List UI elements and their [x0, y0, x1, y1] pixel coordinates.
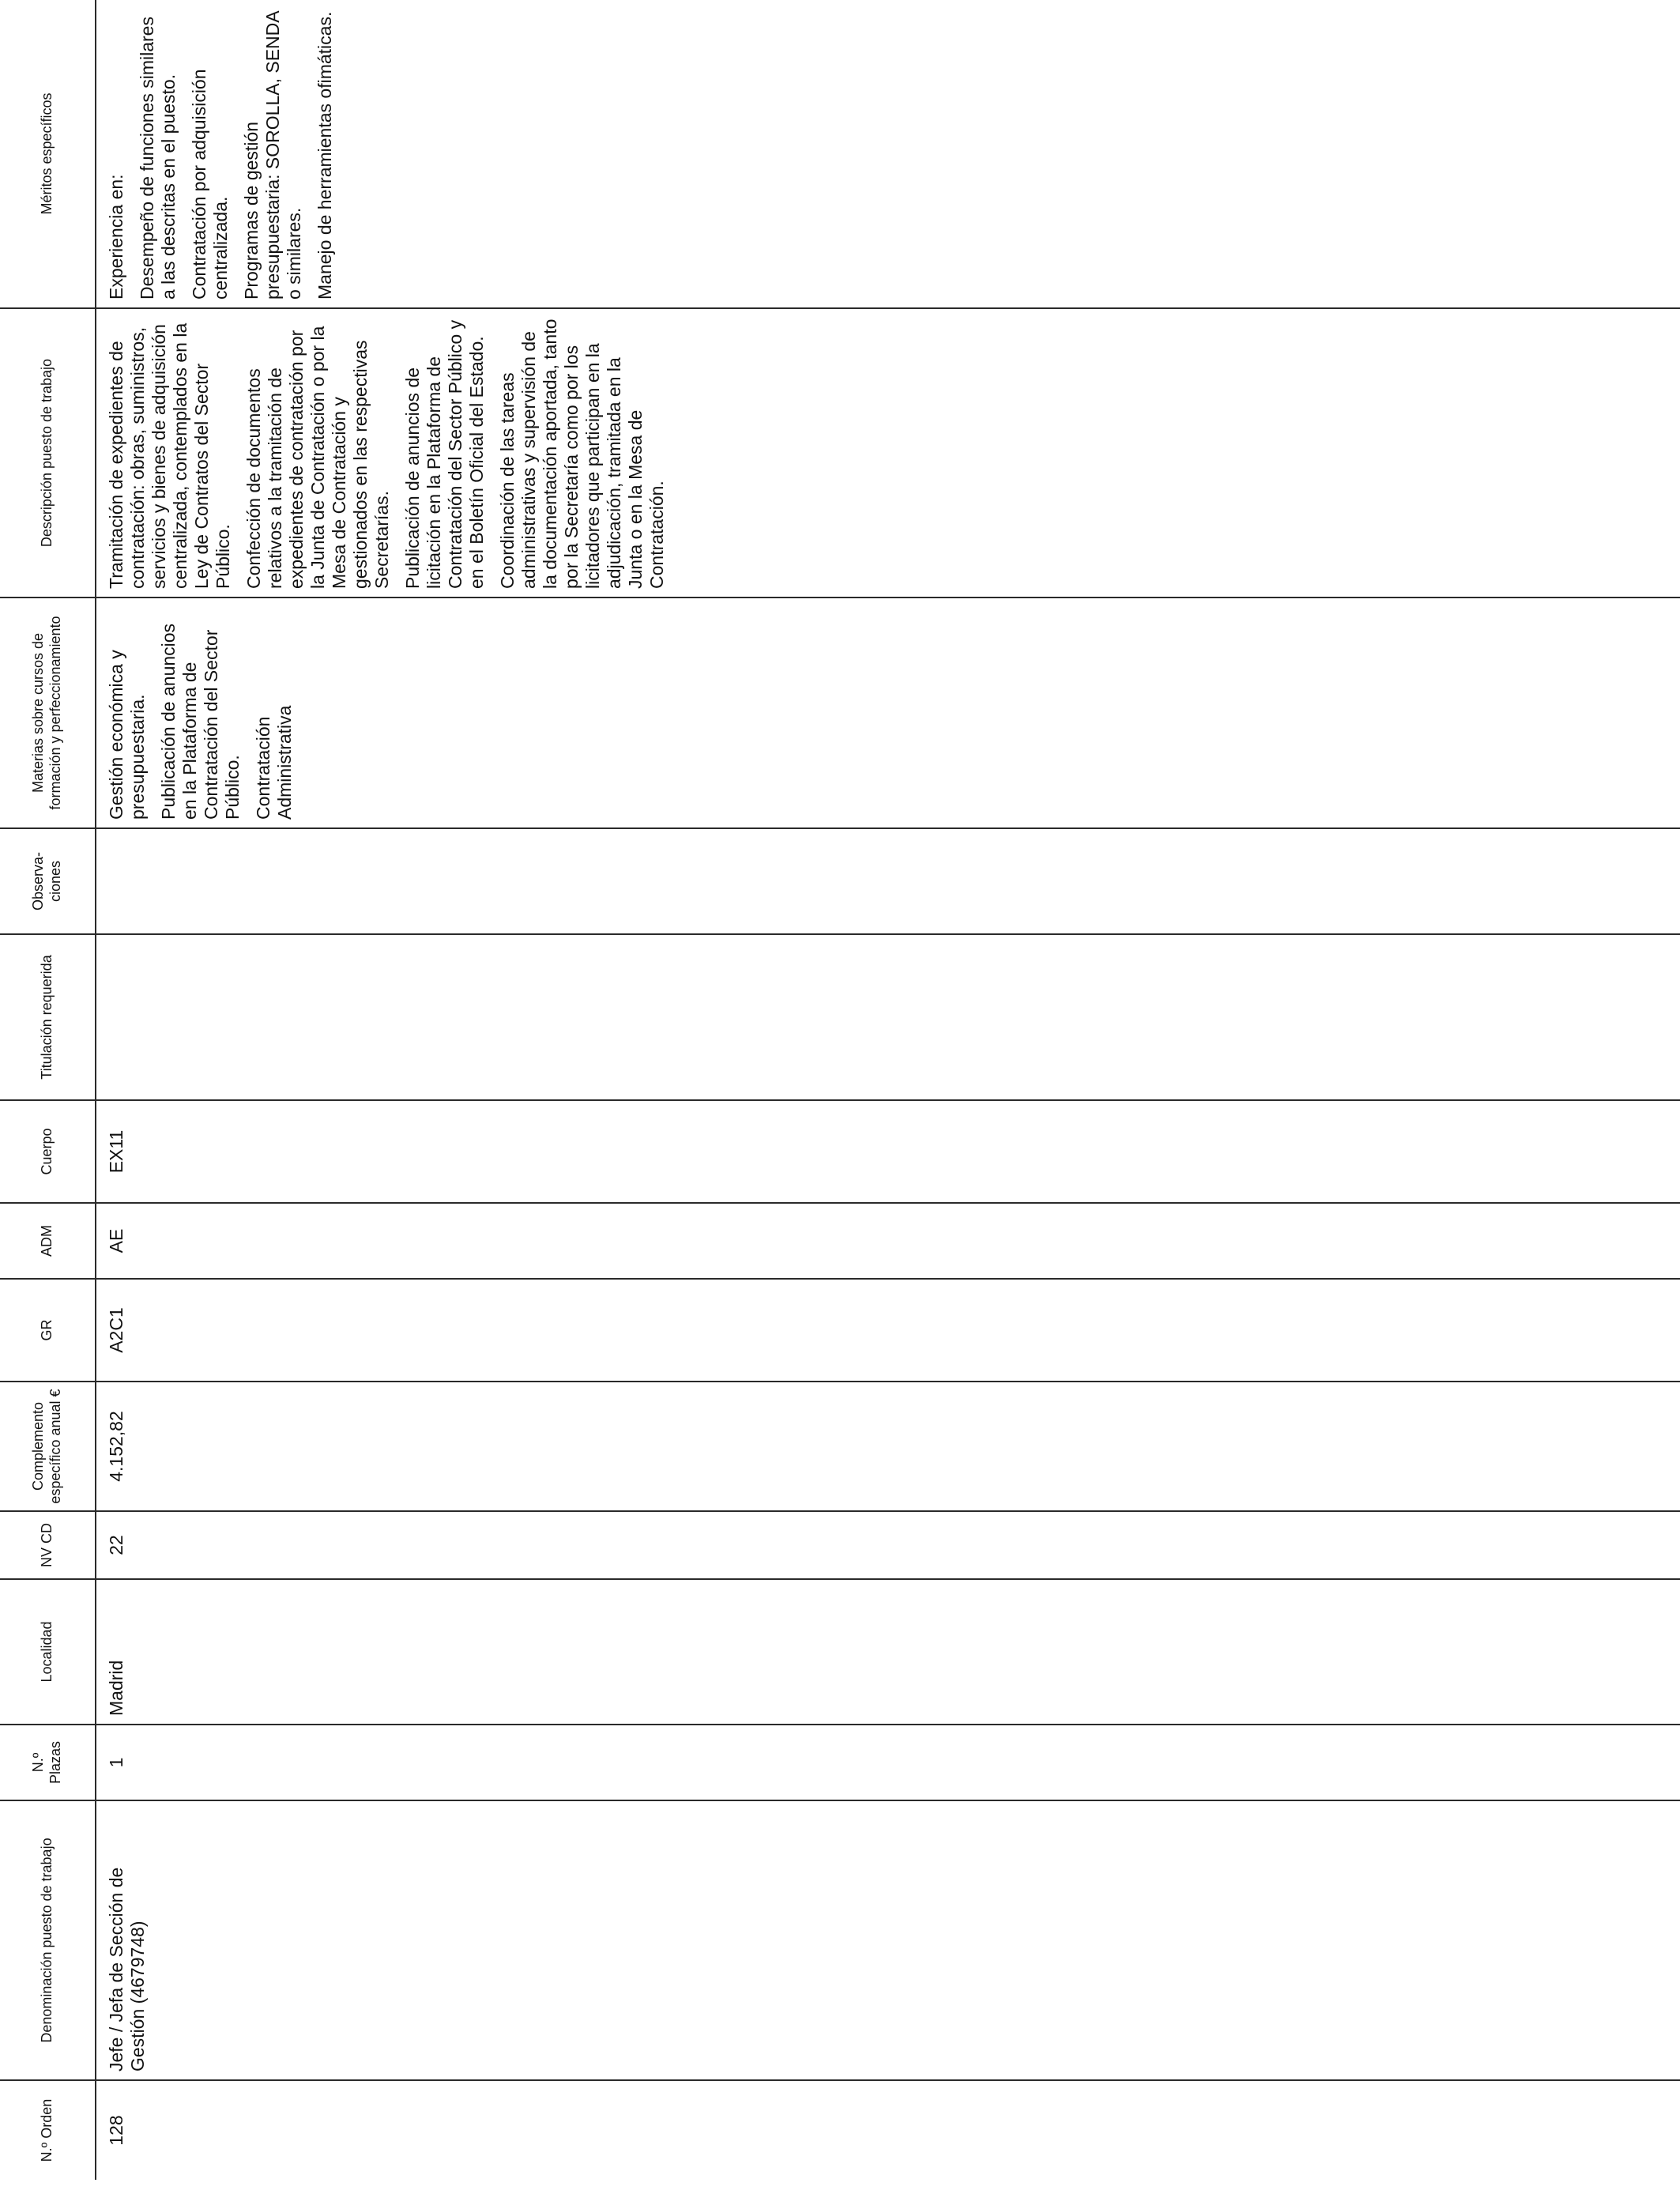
descripcion-item: Publicación de anuncios de licitación en la Plataforma de Contratación del Sector Público y en el Boletín Oficial del Estado.: [402, 319, 487, 589]
header-adm: ADM: [0, 1203, 96, 1279]
cell-denominacion: Jefe / Jefa de Sección de Gestión (4679748): [96, 1800, 1680, 2080]
materias-item: Gestión económica y presupuestaria.: [106, 650, 148, 820]
header-denominacion: Denominación puesto de trabajo: [0, 1800, 96, 2080]
header-descripcion: Descripción puesto de trabajo: [0, 308, 96, 598]
header-cuerpo: Cuerpo: [0, 1100, 96, 1203]
meritos-item: Experiencia en:: [106, 174, 126, 300]
table-row: [96, 0, 1680, 2180]
cell-grupo: A2C1: [96, 1279, 1680, 1382]
meritos-item: Programas de gestión presupuestaria: SOROLLA, SENDA o similares.: [241, 11, 304, 300]
cell-materias: [96, 598, 1680, 828]
header-titulacion: Titulación requerida: [0, 934, 96, 1100]
cell-complemento: 4.152,82: [96, 1382, 1680, 1511]
descripcion-item: Tramitación de expedientes de contratación: obras, suministros, servicios y bienes de adquisición centralizada, contemplados en la Ley de Contratos del Sector Público.: [106, 322, 233, 589]
cell-descripcion: [96, 308, 1680, 598]
cell-titulacion: [96, 934, 1680, 1100]
header-row: [0, 0, 96, 2180]
header-plazas: N.º Plazas: [0, 1725, 96, 1800]
cell-plazas: 1: [96, 1725, 1680, 1800]
cell-observaciones: [96, 828, 1680, 934]
materias-item: Contratación Administrativa: [253, 705, 295, 820]
cell-meritos: [96, 0, 1680, 308]
meritos-item: Contratación por adquisición centralizada.: [189, 69, 231, 300]
meritos-item: Manejo de herramientas ofimáticas.: [315, 11, 335, 300]
cell-localidad: Madrid: [96, 1579, 1680, 1725]
cell-adm: AE: [96, 1203, 1680, 1279]
descripcion-item: Confección de documentos relativos a la tramitación de expedientes de contratación por la Junta de Contratación o por la Mesa de Contratación y gestionados en las respectivas Secretarías.: [243, 326, 392, 589]
descripcion-item: Coordinación de las tareas administrativas y supervisión de la documentación aportada, tanto por la Secretaría como por los licitadores que participan en la adjudicación, tramitada en la Junta o en la Mesa de Contratación.: [497, 319, 667, 589]
header-orden: N.º Orden: [0, 2080, 96, 2180]
header-meritos: Méritos específicos: [0, 0, 96, 308]
header-observaciones: Observa- ciones: [0, 828, 96, 934]
header-complemento: Complemento específico anual €: [0, 1382, 96, 1511]
header-materias: Materias sobre cursos de formación y perfeccionamiento: [0, 598, 96, 828]
meritos-item: Desempeño de funciones similares a las descritas en el puesto.: [137, 17, 179, 300]
cell-nivel: 22: [96, 1511, 1680, 1579]
cell-orden: 128: [106, 2115, 126, 2146]
header-localidad: Localidad: [0, 1579, 96, 1725]
header-grupo: GR: [0, 1279, 96, 1382]
cell-cuerpo: EX11: [96, 1100, 1680, 1203]
materias-item: Publicación de anuncios en la Plataforma de Contratación del Sector Público.: [158, 623, 243, 820]
header-nivel: NV CD: [0, 1511, 96, 1579]
